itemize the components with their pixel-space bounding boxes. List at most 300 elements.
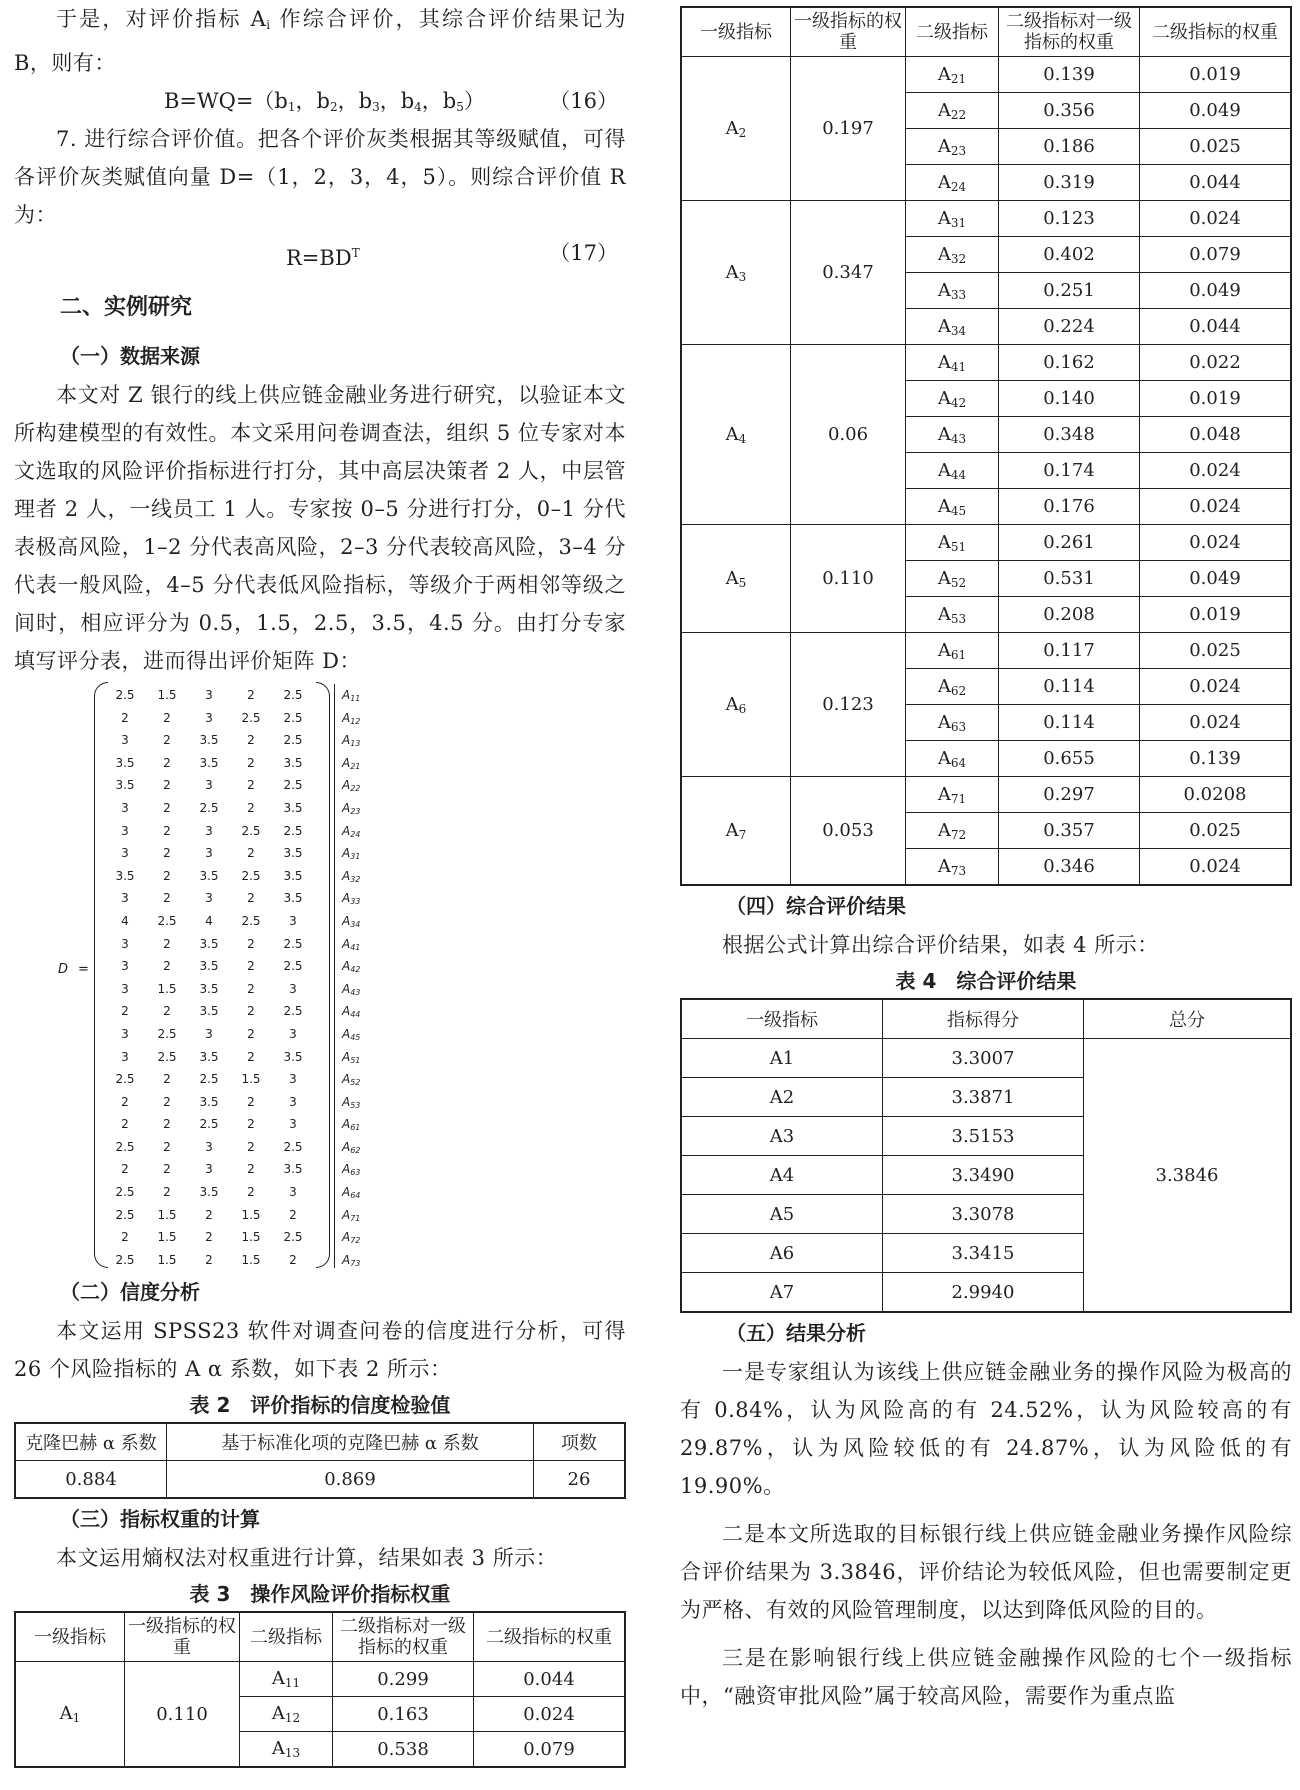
cell-subscript: 42: [950, 395, 967, 410]
matrix-cell: 3.5: [199, 981, 219, 996]
cell-subscript: 5: [738, 575, 747, 590]
matrix-cell: 2: [121, 710, 129, 725]
matrix-cell: 2: [247, 1026, 255, 1041]
matrix-cell: 2.5: [199, 1072, 219, 1087]
table-cell: A4: [681, 1156, 883, 1195]
table-cell: [906, 309, 999, 345]
table-cell: 0.162: [999, 345, 1140, 381]
cell-subscript: 2: [738, 125, 747, 140]
table-cell: [681, 525, 791, 633]
table-cell: 0.049: [1140, 273, 1292, 309]
table-row: [681, 777, 1291, 813]
cell-subscript: 51: [950, 539, 967, 554]
table-header-row: [681, 999, 1291, 1039]
cell-text: A: [937, 99, 951, 121]
cell-text: A: [725, 693, 739, 715]
cell-subscript: 41: [950, 359, 967, 374]
table-cell: [240, 1732, 333, 1768]
matrix-cell: 2.5: [283, 823, 303, 838]
label-subscript: 72: [350, 1236, 361, 1246]
label-text: A: [342, 846, 351, 861]
right-column: [680, 0, 1292, 1715]
matrix-cell: 3: [121, 823, 129, 838]
matrix-cell: 2.5: [199, 1117, 219, 1132]
table-cell: 0.024: [1140, 201, 1292, 237]
matrix-cell: 3.5: [199, 1004, 219, 1019]
matrix-cell: 2: [247, 1185, 255, 1200]
matrix-cell: 2: [247, 936, 255, 951]
table-cell: 0.025: [1140, 633, 1292, 669]
table-cell: 0.025: [1140, 129, 1292, 165]
table-cell: 0.024: [1140, 705, 1292, 741]
matrix-cell: 1.5: [157, 688, 177, 702]
matrix-cell: 2.5: [283, 936, 303, 951]
paragraph-analysis-1: 一是专家组认为该线上供应链金融业务的操作风险为极高的有 0.84%，认为风险高的有 24.52%，认为风险较高的有 29.87%，认为风险较低的有 24.87%，认为风险低的有 19.90%。: [680, 1360, 1292, 1498]
cell-subscript: 72: [950, 827, 967, 842]
matrix-cell: 2: [163, 823, 171, 838]
cell-text: A: [725, 567, 739, 589]
table-cell: 0.884: [15, 1461, 167, 1499]
matrix-cell: 3: [121, 936, 129, 951]
matrix-row-label: [342, 1158, 360, 1181]
matrix-cell: 3.5: [115, 778, 135, 793]
cell-subscript: 13: [284, 1746, 301, 1760]
cell-text: A: [937, 315, 951, 337]
cell-subscript: 3: [738, 269, 747, 284]
cell-text: A: [937, 675, 951, 697]
matrix-row: [104, 910, 314, 933]
table-cell: [906, 417, 999, 453]
paragraph-data-source: 本文对 Z 银行的线上供应链金融业务进行研究，以验证本文所构建模型的有效性。本文采用问卷调查法，组织 5 位专家对本文选取的风险评价指标进行打分，其中高层决策者 2 人，中层管理者 2 人，一线员工 1 人。专家按 0–5 分进行打分，0–1 分代表极高风险，1–2 分代表高风险，2–3 分代表较高风险，3–4 分代表一般风险，4–5 分代表低风险指标，等级介于两相邻等级之间时，相应评分为 0.5，1.5，2.5，3.5，4.5 分。由打分专家填写评分表，进而得出评价矩阵 D：: [14, 383, 626, 673]
cell-text: A: [937, 531, 951, 553]
table-2: [14, 1422, 626, 1499]
matrix-cell: 3.5: [115, 868, 135, 883]
matrix-cell: 3: [121, 800, 129, 815]
label-text: A: [342, 1094, 351, 1109]
matrix-cell: 2: [247, 959, 255, 974]
matrix-row: [104, 933, 314, 956]
cell-text: A: [937, 423, 951, 445]
table-cell: 3.3415: [883, 1234, 1084, 1273]
table-3-caption: 表 3 操作风险评价指标权重: [189, 1582, 451, 1606]
label-text: A: [342, 1162, 351, 1177]
cell-text: A: [937, 279, 951, 301]
table-cell: 0.06: [791, 345, 906, 525]
matrix-cell: 2.5: [283, 710, 303, 725]
matrix-divider: [334, 684, 335, 1268]
table-cell: 0.208: [999, 597, 1140, 633]
matrix-cell: 2.5: [115, 1252, 135, 1267]
table-cell: 0.044: [474, 1662, 626, 1697]
matrix-cell: 2: [247, 1139, 255, 1154]
matrix-cell: 2.5: [115, 1207, 135, 1222]
table-cell: [906, 453, 999, 489]
cell-text: A: [725, 261, 739, 283]
label-text: A: [342, 823, 351, 838]
label-subscript: 52: [350, 1078, 361, 1088]
matrix-row: [104, 1249, 314, 1272]
cell-text: A: [937, 819, 951, 841]
cell-text: A: [937, 783, 951, 805]
table-cell: [906, 669, 999, 705]
table-cell: 0.123: [999, 201, 1140, 237]
paragraph-step7: 7. 进行综合评价值。把各个评价灰类根据其等级赋值，可得各评价灰类赋值向量 D=（1，2，3，4，5）。则综合评价值 R 为：: [14, 127, 626, 227]
label-subscript: 22: [350, 784, 361, 794]
label-subscript: 13: [350, 739, 361, 749]
label-text: A: [342, 1230, 351, 1245]
table-cell: 0.024: [1140, 525, 1292, 561]
matrix-cell: 3.5: [283, 1162, 303, 1177]
matrix-cell: 2: [163, 1139, 171, 1154]
cell-text: A: [937, 567, 951, 589]
matrix-row-label: [342, 1113, 360, 1136]
header-cell: 一级指标: [15, 1612, 125, 1662]
table-cell: 0.022: [1140, 345, 1292, 381]
matrix-cell: 2: [247, 1049, 255, 1064]
matrix-cell: 2: [247, 1094, 255, 1109]
paragraph-analysis-2: 二是本文所选取的目标银行线上供应链金融业务操作风险综合评价结果为 3.3846，评价结论为较低风险，但也需要制定更为严格、有效的风险管理制度，以达到降低风险的目的。: [680, 1522, 1292, 1622]
table-header-row: [15, 1423, 625, 1461]
matrix-row-label: [342, 820, 360, 843]
table-cell: [906, 561, 999, 597]
matrix-cell: 3.5: [283, 800, 303, 815]
label-text: A: [342, 868, 351, 883]
label-subscript: 71: [350, 1213, 361, 1223]
formula-expression: $R=BD^T$: [286, 246, 360, 270]
matrix-row: [104, 752, 314, 775]
table-cell: 0.024: [1140, 489, 1292, 525]
label-text: A: [342, 981, 351, 996]
matrix-row-label: [342, 933, 360, 956]
cell-text: A: [937, 603, 951, 625]
subsection-heading: （二）信度分析: [60, 1280, 200, 1304]
table-cell: 0.049: [1140, 93, 1292, 129]
label-subscript: 23: [350, 806, 361, 816]
matrix-row: [104, 774, 314, 797]
paragraph-analysis-3: 三是在影响银行线上供应链金融操作风险的七个一级指标中，“融资审批风险”属于较高风险，需要作为重点监: [680, 1646, 1292, 1708]
label-subscript: 41: [350, 942, 361, 952]
table-cell: 0.024: [1140, 669, 1292, 705]
cell-text: A: [937, 387, 951, 409]
table-cell: 0.117: [999, 633, 1140, 669]
table-cell: 3.5153: [883, 1117, 1084, 1156]
paragraph-results: 根据公式计算出综合评价结果，如表 4 所示：: [722, 933, 1159, 957]
label-text: A: [342, 1072, 351, 1087]
matrix-cell: 2: [163, 868, 171, 883]
table-cell: [906, 165, 999, 201]
matrix-row-label: [342, 1091, 360, 1114]
table-cell: 0.024: [1140, 453, 1292, 489]
table-row: [15, 1461, 625, 1499]
label-subscript: 45: [350, 1032, 361, 1042]
label-text: A: [342, 755, 351, 770]
header-cell: 一级指标: [681, 7, 791, 57]
header-cell: 总分: [1084, 999, 1292, 1039]
matrix-cell: 2: [121, 1117, 129, 1132]
table-cell: [906, 741, 999, 777]
matrix-cell: 2.5: [283, 778, 303, 793]
matrix-row-label: [342, 887, 360, 910]
formula-17: [14, 234, 626, 272]
table-cell: A1: [681, 1039, 883, 1078]
matrix-cell: 2: [247, 778, 255, 793]
matrix-row: [104, 820, 314, 843]
label-subscript: 53: [350, 1100, 361, 1110]
table-cell: 0.261: [999, 525, 1140, 561]
cell-subscript: 45: [950, 503, 967, 518]
formula-16: [14, 82, 626, 120]
matrix-rows: [104, 684, 314, 1271]
matrix-cell: 2: [163, 1185, 171, 1200]
matrix-cell: 3.5: [199, 868, 219, 883]
label-subscript: 61: [350, 1123, 361, 1133]
table-cell: [681, 777, 791, 886]
matrix-cell: 3: [205, 1162, 213, 1177]
matrix-cell: 2.5: [283, 688, 303, 702]
table-4-caption: 表 4 综合评价结果: [895, 969, 1077, 993]
table-cell: 0.079: [1140, 237, 1292, 273]
matrix-cell: 2: [163, 1117, 171, 1132]
cell-subscript: 71: [950, 791, 967, 806]
header-cell: 一级指标的权重: [791, 7, 906, 57]
cell-text: A: [271, 1668, 285, 1689]
header-cell: 二级指标的权重: [1140, 7, 1292, 57]
matrix-cell: 3.5: [115, 755, 135, 770]
table-cell: 0.319: [999, 165, 1140, 201]
matrix-cell: 3: [121, 1026, 129, 1041]
matrix-cell: 2.5: [283, 1139, 303, 1154]
matrix-cell: 2: [247, 981, 255, 996]
matrix-cell: 2: [247, 1117, 255, 1132]
matrix-cell: 3: [121, 981, 129, 996]
cell-subscript: 4: [738, 431, 747, 446]
matrix-row-label: [342, 1000, 360, 1023]
cell-subscript: 31: [950, 215, 967, 230]
table-cell: 0.053: [791, 777, 906, 886]
table-cell: 0.114: [999, 705, 1140, 741]
cell-text: A: [937, 459, 951, 481]
cell-text: A: [937, 495, 951, 517]
matrix-row-label: [342, 1068, 360, 1091]
table-cell: 3.3871: [883, 1078, 1084, 1117]
cell-subscript: 6: [738, 701, 747, 716]
matrix-cell: 2.5: [157, 1049, 177, 1064]
matrix-cell: 2.5: [283, 733, 303, 748]
table-cell: 0.224: [999, 309, 1140, 345]
table-cell: 0.176: [999, 489, 1140, 525]
table-cell: 0.110: [125, 1662, 240, 1768]
matrix-cell: 4: [205, 913, 213, 928]
table-row: [15, 1662, 625, 1697]
cell-subscript: 34: [950, 323, 967, 338]
matrix-row: [104, 1046, 314, 1069]
cell-text: A: [937, 135, 951, 157]
label-text: A: [342, 1026, 351, 1041]
cell-text: A: [937, 639, 951, 661]
table-header-row: [681, 7, 1291, 57]
table-cell: [906, 237, 999, 273]
header-cell: 二级指标对一级指标的权重: [999, 7, 1140, 57]
matrix-cell: 2: [247, 755, 255, 770]
cell-text: A: [937, 855, 951, 877]
matrix-cell: 2: [247, 688, 255, 702]
matrix-cell: 2.5: [115, 1185, 135, 1200]
matrix-cell: 3.5: [283, 1049, 303, 1064]
table-cell: 0.357: [999, 813, 1140, 849]
matrix-cell: 3: [205, 823, 213, 838]
matrix-cell: 3.5: [199, 1185, 219, 1200]
matrix-row-label: [342, 1249, 360, 1272]
paragraph-eval-result: [14, 0, 626, 82]
matrix-cell: 2: [163, 1004, 171, 1019]
matrix-cell: 3: [289, 1026, 297, 1041]
table-cell: [906, 525, 999, 561]
table-cell: [906, 129, 999, 165]
label-text: A: [342, 733, 351, 748]
matrix-cell: 3.5: [199, 959, 219, 974]
table-cell: 0.139: [1140, 741, 1292, 777]
table-row: [681, 57, 1291, 93]
matrix-cell: 1.5: [241, 1207, 261, 1222]
matrix-cell: 3.5: [283, 868, 303, 883]
table-cell: 0.299: [333, 1662, 474, 1697]
table-cell: 3.3007: [883, 1039, 1084, 1078]
cell-text: A: [937, 243, 951, 265]
matrix-row: [104, 1181, 314, 1204]
table-cell: 0.348: [999, 417, 1140, 453]
label-text: A: [342, 800, 351, 815]
matrix-row-label: [342, 797, 360, 820]
matrix-cell: 1.5: [241, 1252, 261, 1267]
label-text: A: [342, 1185, 351, 1200]
matrix-cell: 1.5: [241, 1230, 261, 1245]
total-score-cell: 3.3846: [1084, 1039, 1292, 1313]
matrix-row-label: [342, 1181, 360, 1204]
matrix-cell: 3.5: [199, 1049, 219, 1064]
text: 于是，对评价指标 A: [56, 7, 267, 31]
matrix-cell: 1.5: [157, 1252, 177, 1267]
matrix-row-label: [342, 842, 360, 865]
matrix-equals: =: [78, 962, 89, 977]
matrix-cell: 3: [289, 1094, 297, 1109]
cell-subscript: 64: [950, 755, 967, 770]
matrix-row: [104, 797, 314, 820]
equation-number: （17）: [549, 241, 618, 265]
matrix-cell: 2.5: [241, 913, 261, 928]
cell-text: A: [937, 351, 951, 373]
table-cell: 0.346: [999, 849, 1140, 886]
table-row: [681, 633, 1291, 669]
matrix-cell: 3: [205, 1026, 213, 1041]
matrix-row: [104, 865, 314, 888]
header-cell: 克隆巴赫 α 系数: [15, 1423, 167, 1461]
matrix-cell: 2.5: [157, 913, 177, 928]
paragraph-weights: 本文运用熵权法对权重进行计算，结果如表 3 所示：: [56, 1546, 558, 1570]
matrix-cell: 4: [121, 913, 129, 928]
matrix-cell: 1.5: [157, 981, 177, 996]
table-cell: 0.297: [999, 777, 1140, 813]
matrix-cell: 2.5: [199, 800, 219, 815]
matrix-cell: 2: [121, 1162, 129, 1177]
matrix-row: [104, 1000, 314, 1023]
cell-subscript: 22: [950, 107, 967, 122]
label-text: A: [342, 1139, 351, 1154]
table-cell: 0.025: [1140, 813, 1292, 849]
table-row: [681, 201, 1291, 237]
table-cell: 0.356: [999, 93, 1140, 129]
matrix-row-label: [342, 707, 360, 730]
cell-text: A: [937, 711, 951, 733]
matrix-row: [104, 1158, 314, 1181]
subsection-heading: （三）指标权重的计算: [60, 1507, 260, 1531]
section-heading: 二、实例研究: [60, 295, 193, 320]
cell-subscript: 33: [950, 287, 967, 302]
matrix-cell: 2: [163, 1072, 171, 1087]
table-2-caption: 表 2 评价指标的信度检验值: [189, 1393, 451, 1417]
matrix-row-label: [342, 1136, 360, 1159]
matrix-row-label: [342, 752, 360, 775]
table-cell: [906, 381, 999, 417]
matrix-cell: 2.5: [283, 1230, 303, 1245]
matrix-row: [104, 1023, 314, 1046]
cell-subscript: 43: [950, 431, 967, 446]
label-subscript: 21: [350, 761, 361, 771]
matrix-cell: 3.5: [199, 733, 219, 748]
label-subscript: 51: [350, 1055, 361, 1065]
matrix-row-label: [342, 910, 360, 933]
cell-text: A: [937, 207, 951, 229]
matrix-cell: 2: [163, 891, 171, 906]
matrix-cell: 2.5: [283, 959, 303, 974]
matrix-label: D: [58, 962, 69, 977]
matrix-cell: 2: [121, 1094, 129, 1109]
header-cell: 项数: [534, 1423, 626, 1461]
cell-text: A: [725, 423, 739, 445]
table-cell: A5: [681, 1195, 883, 1234]
label-subscript: 24: [350, 829, 361, 839]
table-cell: [906, 849, 999, 886]
label-subscript: 32: [350, 874, 361, 884]
matrix-cell: 3.5: [199, 755, 219, 770]
matrix-cell: 2.5: [241, 823, 261, 838]
matrix-cell: 3: [205, 891, 213, 906]
matrix-cell: 1.5: [157, 1230, 177, 1245]
table-cell: 0.869: [167, 1461, 534, 1499]
matrix-row-labels: [342, 684, 360, 1271]
matrix-cell: 2: [247, 733, 255, 748]
table-cell: 0.140: [999, 381, 1140, 417]
matrix-row: [104, 684, 314, 707]
cell-subscript: 7: [738, 827, 747, 842]
matrix-cell: 2: [163, 1094, 171, 1109]
cell-text: A: [271, 1703, 285, 1724]
header-cell: 二级指标的权重: [474, 1612, 626, 1662]
subsection-heading: （五）结果分析: [726, 1321, 866, 1345]
matrix-row: [104, 1226, 314, 1249]
table-cell: [906, 633, 999, 669]
label-subscript: 44: [350, 1010, 361, 1020]
matrix-cell: 2: [163, 755, 171, 770]
cell-subscript: 73: [950, 863, 967, 878]
cell-text: A: [725, 819, 739, 841]
table-cell: [15, 1662, 125, 1768]
matrix-row: [104, 707, 314, 730]
subsection-heading: （一）数据来源: [60, 344, 200, 368]
matrix-cell: 2: [205, 1230, 213, 1245]
matrix-cell: 2: [247, 891, 255, 906]
matrix-cell: 2: [247, 846, 255, 861]
header-cell: 指标得分: [883, 999, 1084, 1039]
